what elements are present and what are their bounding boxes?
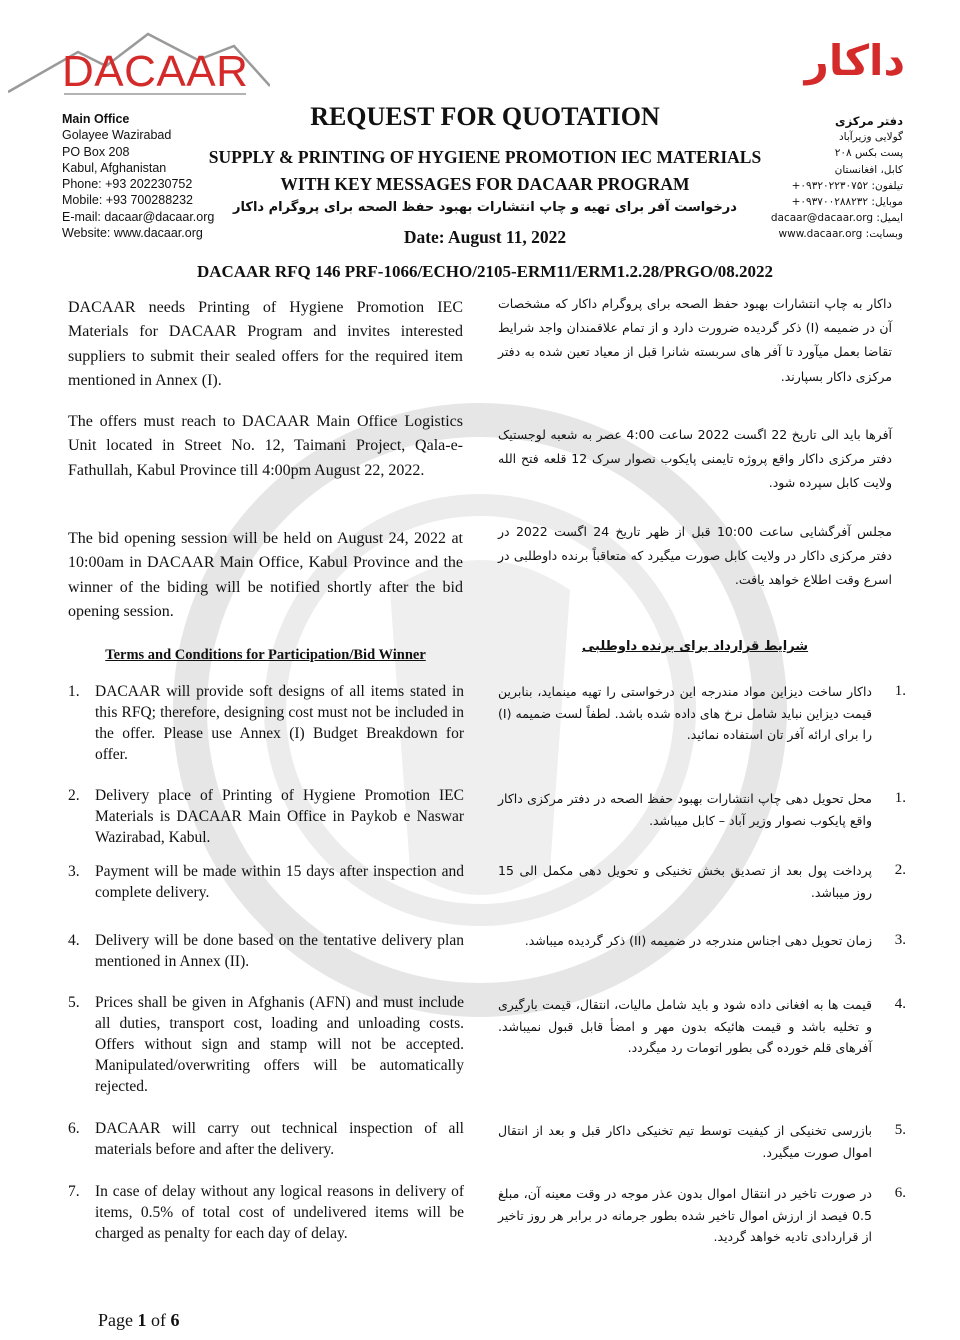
terms-item-number: 7. [68,1183,80,1200]
terms-item-text-fa: محل تحویل دهی چاپ انتشارات بهبود حفظ الصحه در دفتر مرکزی داکار واقع پایکوب نصوار وزیر آباد – کابل میباشد. [498,791,872,828]
office-website-fa: وبسایت: www.dacaar.org [778,228,903,241]
terms-item-number: 3. [68,863,80,880]
terms-item-number-fa: .4 [894,996,906,1012]
document-title: REQUEST FOR QUOTATION [310,102,660,131]
terms-item-number-fa: .1 [894,790,906,806]
office-line-fa: کابل، افغانستان [834,163,903,176]
office-heading-en: Main Office [62,112,130,126]
terms-item-en [68,861,464,903]
document-subtitle-line2: WITH KEY MESSAGES FOR DACAAR PROGRAM [280,174,690,194]
terms-item-number-fa: .2 [894,862,906,878]
rfq-reference-number: DACAAR RFQ 146 PRF-1066/ECHO/2105-ERM11/ERM1.2.28/PRGO/08.2022 [196,262,774,281]
terms-item-number: 2. [68,787,80,804]
document-date: Date: August 11, 2022 [403,227,567,247]
terms-item-text-fa: پرداخت پول بعد از تصدیق بخش تخنیکی و تحویل دهی مکمل الی 15 روز میباشد. [498,863,872,900]
terms-item-fa [498,788,906,831]
terms-item-number: 6. [68,1120,80,1137]
terms-item-text-fa: قیمت ها به افغانی داده شود و باید شامل مالیات، انتقال، قیمت بارگیری و تخلیه باشد و قیمت هائیکه بدون مهر و امضأ قابل قبول نمیباشد. آفرهای قلم خورده گی بطور اتومات رد میگردد. [498,997,872,1055]
terms-item-fa [498,930,906,952]
page-total: 6 [170,1310,180,1330]
office-mobile: Mobile: +93 700288232 [62,193,194,208]
office-email: E-mail: dacaar@dacaar.org [62,209,215,224]
terms-item-number-fa: .3 [894,932,906,948]
intro-paragraph-en: DACAAR needs Printing of Hygiene Promotion IEC Materials for DACAAR Program and invites interested suppliers to submit their sealed offers for the required item mentioned in Annex (I). [68,299,463,390]
terms-item-text: Delivery will be done based on the tentative delivery plan mentioned in Annex (II). [95,932,464,970]
terms-item-text: DACAAR will carry out technical inspection of all materials before and after the delivery. [95,1120,464,1158]
page-of-label: of [151,1310,166,1330]
terms-heading-en: Terms and Conditions for Participation/Bid Winner [105,647,426,663]
office-line-fa: پست بکس ۲۰۸ [834,147,903,160]
intro-paragraph-en: The offers must reach to DACAAR Main Office Logistics Unit located in Street No. 12, Taimani Project, Qala-e-Fathullah, Kabul Province till 4:00pm August 22, 2022. [68,413,463,479]
page-number [98,1310,180,1331]
terms-item-en [68,1118,464,1160]
intro-paragraph-en: The bid opening session will be held on August 24, 2022 at 10:00am in DACAAR Main Office, Kabul Province and the winner of the biding will be notified shortly after the bid opening session. [68,530,463,621]
terms-item-text: Payment will be made within 15 days after inspection and complete delivery. [95,863,464,901]
terms-item-number-fa: .1 [894,683,906,699]
terms-item-fa [498,681,906,746]
intro-paragraph-fa: مجلس آفرگشایی ساعت 10:00 قبل از ظهر تاریخ 24 اگست 2022 در دفتر مرکزی داکار در ولایت کابل صورت میگیرد که متعاقباً برنده داوطلبی در اسرع وقت اطلاع خواهد یافت. [498,524,892,588]
office-email-fa: ایمیل: dacaar@dacaar.org [770,212,903,225]
terms-item-text-fa: در صورت تاخیر در انتقال اموال بدون عذر موجه در وقت معینه آن، مبلغ 0.5 فیصد از ارزش اموال تاخیر شده بطور جرمانه در برابر هر روز تاخیر از قراردادی تادیه خواهد گردید. [498,1186,872,1244]
terms-item-number: 1. [68,683,80,700]
office-phone: Phone: +93 202230752 [62,177,193,192]
terms-item-number: 5. [68,994,80,1011]
terms-item-number-fa: .5 [894,1122,906,1138]
office-line: Golayee Wazirabad [62,128,172,143]
document-subtitle-fa: درخواست آفر برای تهیه و چاپ انتشارات بهبود حفظ الصحه برای پروگرام داکار [233,200,737,215]
terms-item-text-fa: داکار ساخت دیزاین مواد مندرجه این درخواستی را تهیه مینماید، بنابرین قیمت دیزاین نباید شامل نرخ های داده شده باشد. لطفاً لست ضمیمه (I) را برای ارائه آفر تان استفاده نمائید. [498,684,872,742]
intro-paragraph-fa: داکار به چاپ انتشارات بهبود حفظ الصحه برای پروگرام داکار که مشخصات آن در ضمیمه (I) ذکر گردیده ضرورت دارد و از تمام علاقمندان واجد شرایط تقاضا بعمل میآورد تا آفر های سربسته شانرا قبل از معیاد تعین شده به دفتر مرکزی داکار بسپارند. [498,296,892,384]
office-website: Website: www.dacaar.org [62,226,203,241]
office-line-fa: گولایی وزیرآباد [839,131,903,144]
terms-item-fa [498,1120,906,1163]
office-line: PO Box 208 [62,144,130,159]
terms-item-number-fa: .6 [894,1185,906,1201]
logo-text-fa: داکار [804,36,905,85]
terms-item-fa [498,1183,906,1248]
terms-item-en [68,992,464,1097]
terms-item-en [68,1181,464,1244]
terms-item-text: In case of delay without any logical reasons in delivery of items, 0.5% of total cost of undelivered items will be charged as penalty for each day of delay. [95,1183,464,1242]
terms-item-text: Delivery place of Printing of Hygiene Promotion IEC Materials is DACAAR Main Office in Paykob e Naswar Wazirabad, Kabul. [95,787,464,846]
terms-item-en [68,930,464,972]
intro-paragraph-fa: آفرها باید الی تاریخ 22 اگست 2022 ساعت 4:00 عصر به شعبه لوجستیک دفتر مرکزی داکار واقع پروژه تایمنی پایکوب نصوار سرک 12 قلعه فتح الله ولایت کابل سپرده شود. [498,427,893,491]
logo-text-en: DACAAR [62,47,249,96]
office-heading-fa: دفتر مرکزی [835,114,903,128]
terms-item-text: DACAAR will provide soft designs of all items stated in this RFQ; therefore, designing cost must not be included in the offer. Please use Annex (I) Budget Breakdown for offer. [95,683,464,763]
terms-item-en [68,785,464,848]
office-line: Kabul, Afghanistan [62,160,167,175]
terms-item-text-fa: بازرسی تخنیکی از کیفیت توسط تیم تخنیکی داکار قبل و بعد از انتقال اموال صورت میگیرد. [498,1123,872,1160]
terms-item-fa [498,994,906,1059]
terms-item-en [68,681,464,765]
terms-item-text: Prices shall be given in Afghanis (AFN) and must include all duties, transport cost, loading and unloading costs. Offers without sign and stamp will not be accepted. Manipulated/overwriting offers will be automatically rejected. [95,994,464,1095]
page-current: 1 [137,1310,147,1330]
terms-item-fa [498,860,906,903]
office-mobile-fa: موبایل: ۰۹۳۷۰۰۲۸۸۲۳۲+ [791,196,903,209]
terms-item-number: 4. [68,932,80,949]
page-label: Page [98,1310,133,1330]
terms-item-text-fa: زمان تحویل دهی اجناس مندرجه در ضمیمه (II) ذکر گردیده میباشد. [524,933,872,948]
terms-heading-fa: شرایط قرارداد برای برنده داوطلبی [581,639,809,654]
document-subtitle-line1: SUPPLY & PRINTING OF HYGIENE PROMOTION IEC MATERIALS [208,147,762,167]
office-phone-fa: تیلفون: ۰۹۳۲۰۲۲۳۰۷۵۲+ [791,179,903,192]
